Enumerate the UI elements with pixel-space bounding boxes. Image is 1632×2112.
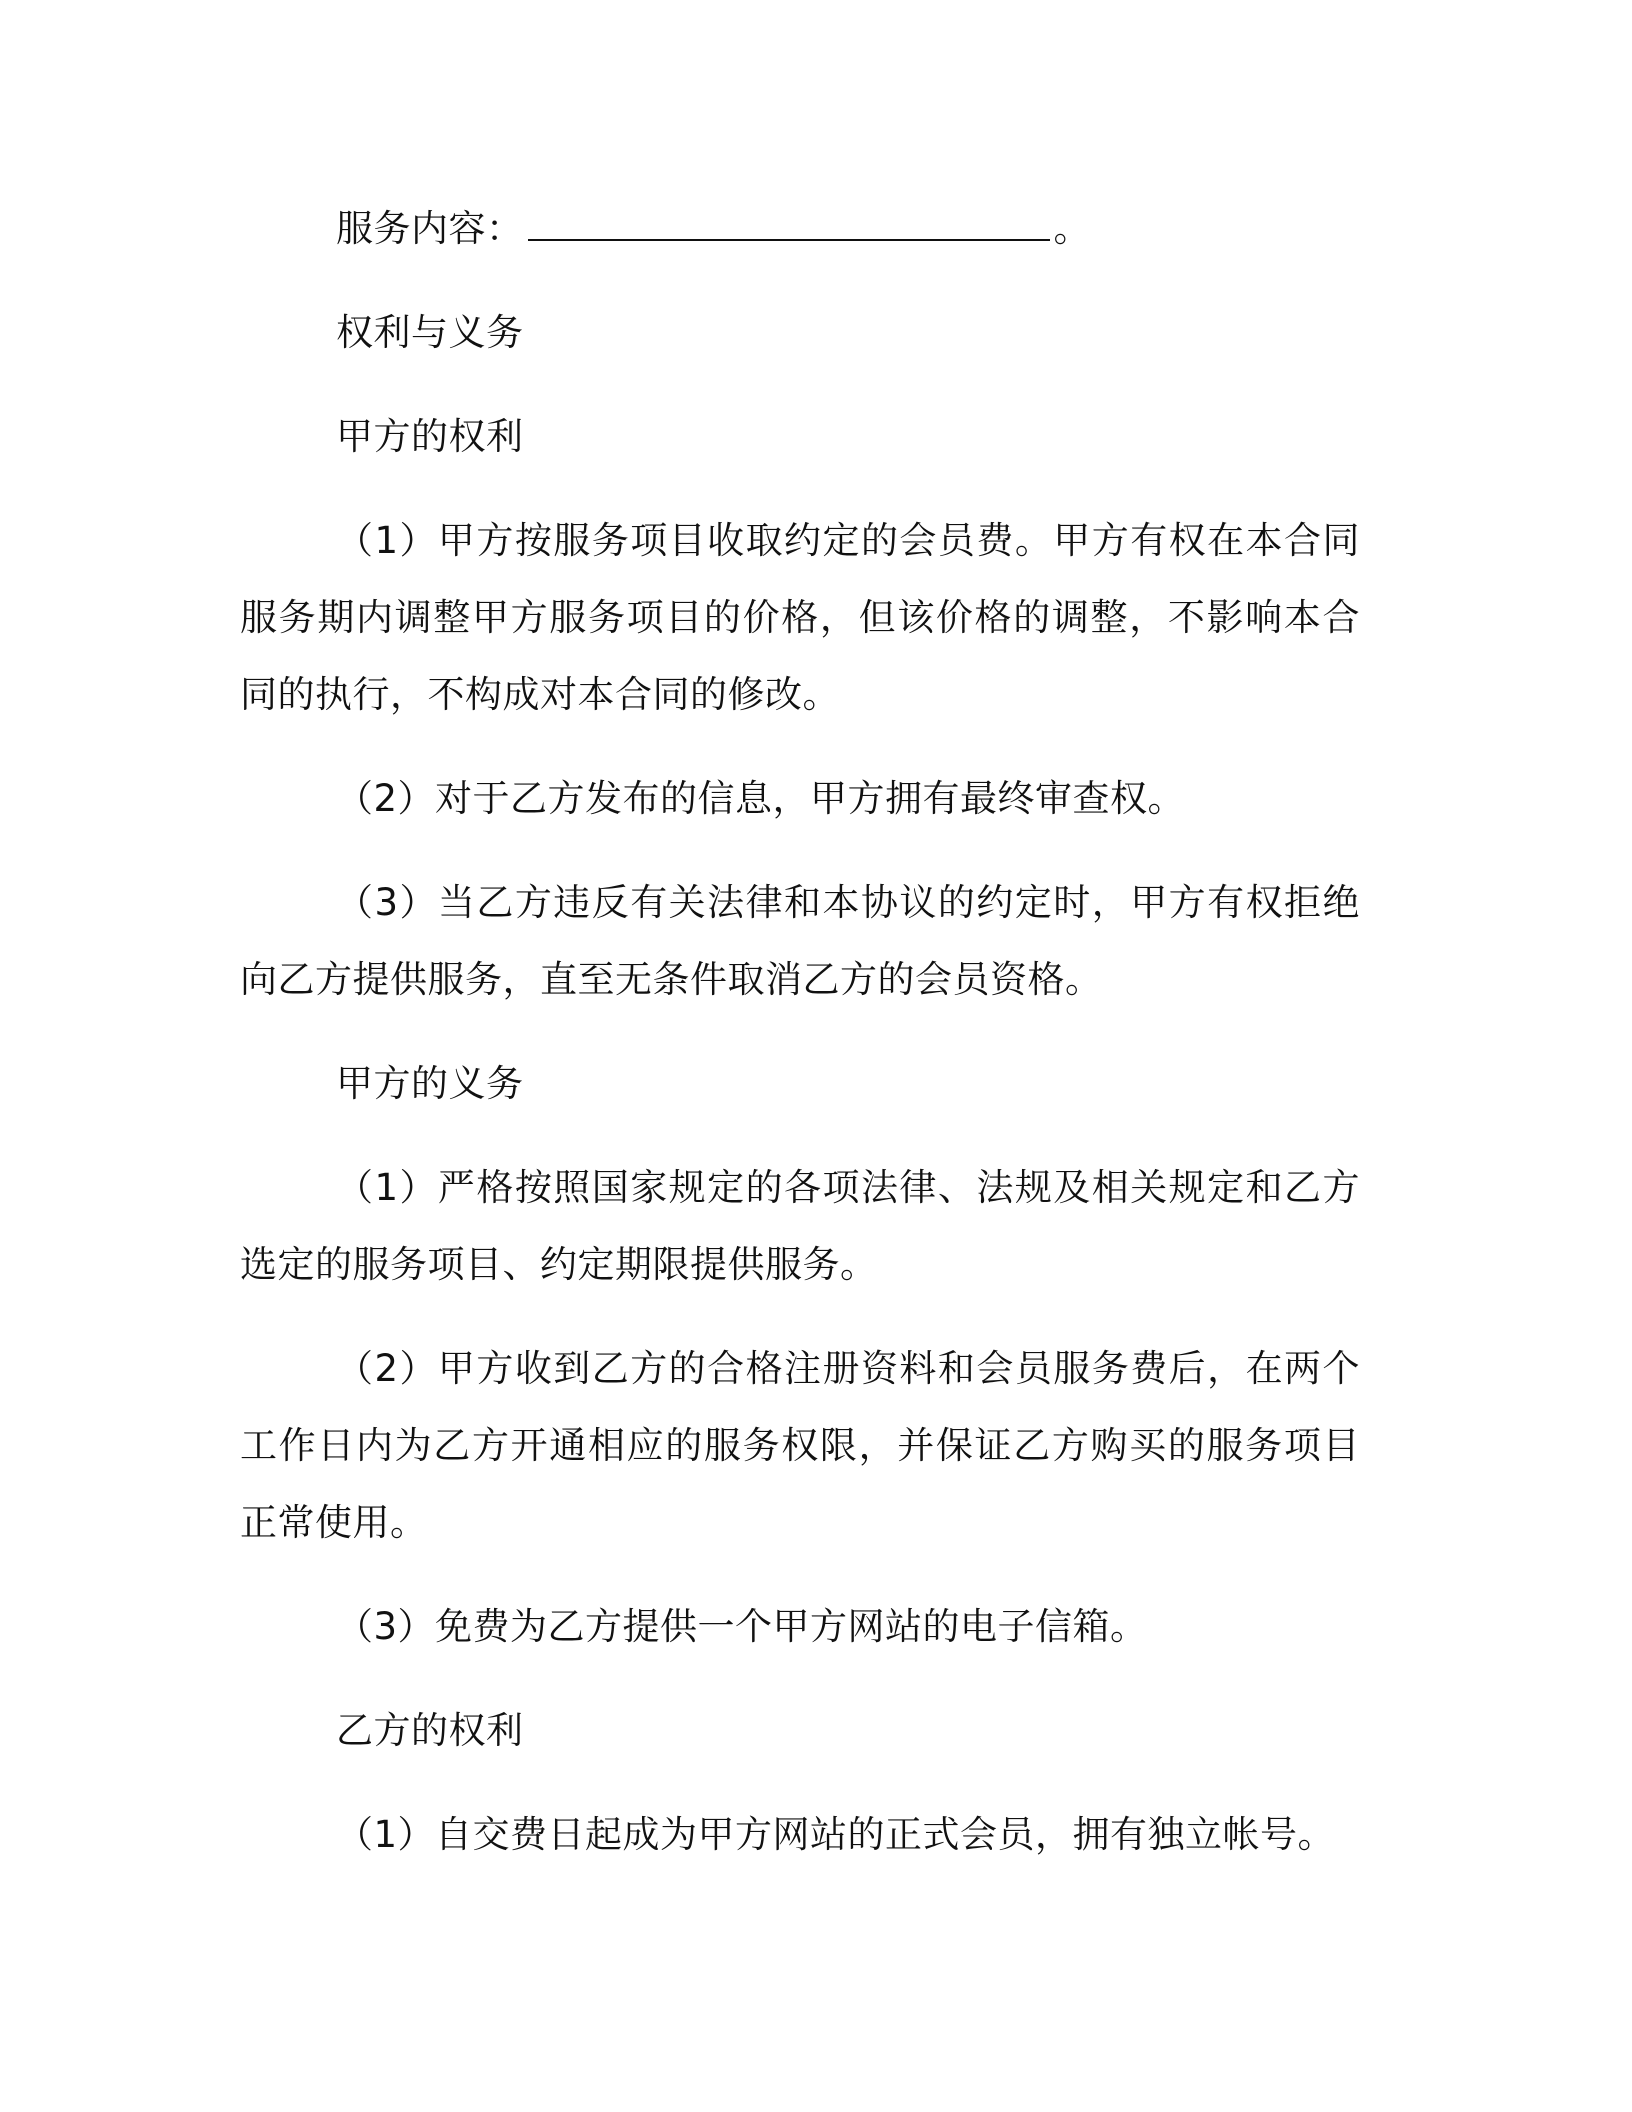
party-a-obligation-3: （3）免费为乙方提供一个甲方网站的电子信箱。 — [336, 1605, 1148, 1648]
party-a-obligation-1: （1）严格按照国家规定的各项法律、法规及相关规定和乙方选定的服务项目、约定期限提供服务。 — [240, 1166, 1360, 1286]
party-b-right-1: （1）自交费日起成为甲方网站的正式会员，拥有独立帐号。 — [336, 1813, 1336, 1856]
service-content-blank — [528, 205, 1050, 241]
service-content-label: 服务内容： — [336, 207, 524, 250]
document-body — [240, 190, 1360, 1900]
party-a-obligations-heading: 甲方的义务 — [336, 1062, 524, 1105]
party-a-right-3: （3）当乙方违反有关法律和本协议的约定时，甲方有权拒绝向乙方提供服务，直至无条件取消乙方的会员资格。 — [240, 881, 1360, 1001]
service-content-end: 。 — [1053, 207, 1091, 250]
party-b-rights-heading: 乙方的权利 — [336, 1709, 524, 1752]
service-content-line — [240, 190, 1360, 267]
party-a-right-2: （2）对于乙方发布的信息，甲方拥有最终审查权。 — [336, 777, 1186, 820]
party-a-right-1: （1）甲方按服务项目收取约定的会员费。甲方有权在本合同服务期内调整甲方服务项目的价格，但该价格的调整，不影响本合同的执行，不构成对本合同的修改。 — [240, 519, 1360, 716]
party-a-rights-heading: 甲方的权利 — [336, 415, 524, 458]
rights-obligations-heading: 权利与义务 — [336, 311, 524, 354]
party-a-obligation-2: （2）甲方收到乙方的合格注册资料和会员服务费后，在两个工作日内为乙方开通相应的服务权限，并保证乙方购买的服务项目正常使用。 — [240, 1347, 1360, 1544]
